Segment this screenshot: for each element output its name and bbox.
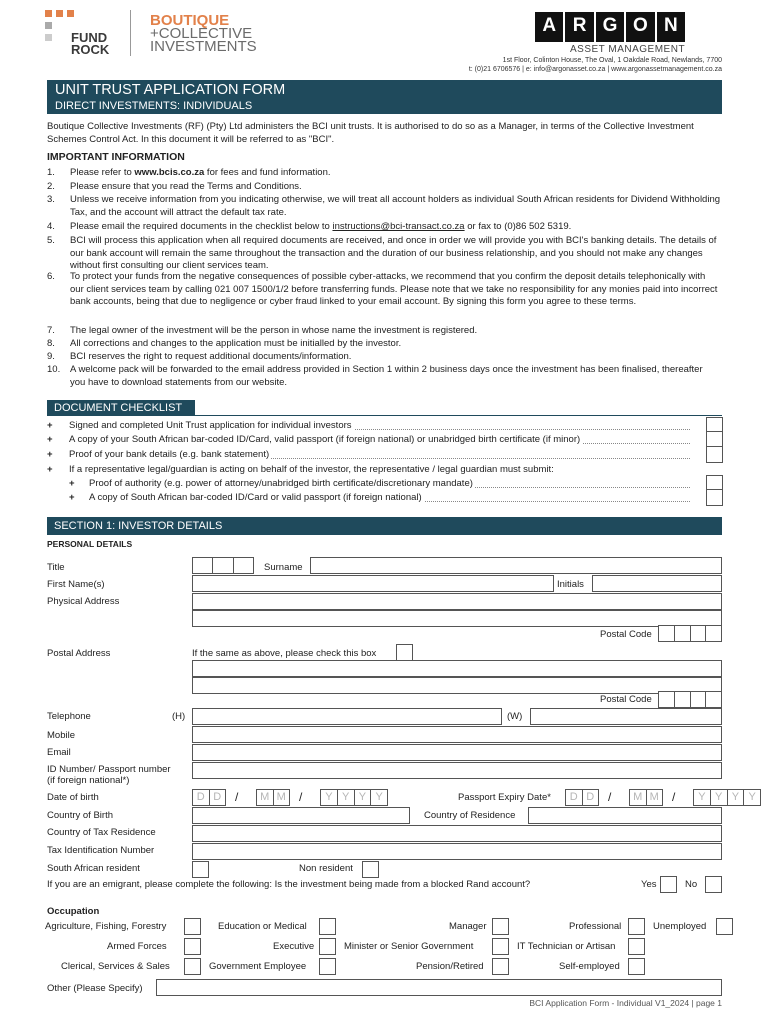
- passport-expiry-year-field[interactable]: [693, 789, 761, 806]
- checklist-item: If a representative legal/guardian is acting on behalf of the investor, the representative / legal guardian must submit:: [69, 464, 554, 475]
- first-names-label: First Name(s): [47, 579, 105, 590]
- id-number-field[interactable]: [192, 762, 722, 779]
- sa-resident-label: South African resident: [47, 863, 140, 874]
- important-item-number: 9.: [47, 351, 55, 362]
- emigrant-question: If you are an emigrant, please complete the following: Is the investment being made from a blocked Rand account?: [47, 879, 531, 890]
- id-number-note: (if foreign national*): [47, 775, 130, 786]
- mobile-field[interactable]: [192, 726, 722, 743]
- email-label: Email: [47, 747, 71, 758]
- occ-it-checkbox[interactable]: [628, 938, 645, 955]
- occ-professional-checkbox[interactable]: [628, 918, 645, 935]
- occ-manager-label: Manager: [449, 921, 487, 932]
- important-item: The legal owner of the investment will be the person in whose name the investment is registered.: [70, 325, 478, 336]
- date-placeholder: Y: [375, 791, 383, 803]
- initials-label: Initials: [557, 579, 584, 590]
- mobile-label: Mobile: [47, 730, 75, 741]
- same-as-above-checkbox[interactable]: [396, 644, 413, 661]
- surname-label: Surname: [264, 562, 303, 573]
- checklist-bullet-icon: +: [47, 464, 53, 475]
- date-placeholder: M: [649, 791, 659, 803]
- checklist-banner: [47, 400, 195, 416]
- important-item-number: 7.: [47, 325, 55, 336]
- email-field[interactable]: [192, 744, 722, 761]
- argon-letter: R: [565, 12, 593, 42]
- first-names-field[interactable]: [192, 575, 554, 592]
- checklist-bullet-icon: +: [69, 492, 75, 503]
- checklist-bullet-icon: +: [69, 478, 75, 489]
- argon-letter: G: [596, 12, 624, 42]
- checklist-item: Signed and completed Unit Trust application for individual investors: [69, 420, 352, 431]
- passport-expiry-day-field[interactable]: [565, 789, 599, 806]
- important-item-number: 5.: [47, 235, 55, 246]
- dob-year-field[interactable]: [320, 789, 388, 806]
- country-birth-field[interactable]: [192, 807, 410, 824]
- dob-day-field[interactable]: [192, 789, 226, 806]
- yes-label: Yes: [641, 879, 657, 890]
- surname-field[interactable]: [310, 557, 722, 574]
- passport-expiry-month-field[interactable]: [629, 789, 663, 806]
- date-separator: /: [608, 790, 612, 804]
- argon-letter: N: [657, 12, 685, 42]
- section1-banner: [47, 517, 722, 535]
- title-field[interactable]: [192, 557, 254, 574]
- occ-edu-checkbox[interactable]: [319, 918, 336, 935]
- yes-checkbox[interactable]: [660, 876, 677, 893]
- date-placeholder: M: [630, 790, 647, 805]
- date-placeholder: Y: [711, 790, 728, 805]
- tax-number-label: Tax Identification Number: [47, 845, 155, 856]
- occ-self-label: Self-employed: [559, 961, 620, 972]
- important-item: Please ensure that you read the Terms and Conditions.: [70, 181, 302, 192]
- telephone-work-field[interactable]: [530, 708, 722, 725]
- argon-letter: A: [535, 12, 563, 42]
- argon-address: 1st Floor, Colinton House, The Oval, 1 Oakdale Road, Newlands, 7700: [502, 57, 722, 64]
- important-item: [70, 167, 720, 180]
- postal-postal-code-field[interactable]: [658, 691, 722, 708]
- occ-armed-checkbox[interactable]: [184, 938, 201, 955]
- footer-text: BCI Application Form - Individual V1_2024 | page 1: [529, 998, 722, 1008]
- important-item-text: for fees and fund information.: [204, 167, 331, 178]
- other-label: Other (Please Specify): [47, 983, 143, 994]
- telephone-w-label: (W): [507, 711, 523, 722]
- important-item-number: 8.: [47, 338, 55, 349]
- occ-armed-label: Armed Forces: [107, 941, 167, 952]
- important-item-number: 3.: [47, 194, 55, 205]
- passport-expiry-label: Passport Expiry Date*: [458, 792, 551, 803]
- non-resident-checkbox[interactable]: [362, 861, 379, 878]
- checklist-item: Proof of your bank details (e.g. bank statement): [69, 449, 270, 460]
- occupation-heading: Occupation: [47, 906, 100, 917]
- occ-govt-label: Government Employee: [209, 961, 307, 972]
- personal-details-heading: PERSONAL DETAILS: [47, 539, 133, 549]
- section1-heading: SECTION 1: INVESTOR DETAILS: [54, 520, 223, 532]
- physical-address-label: Physical Address: [47, 596, 120, 607]
- postal-code-label-2: Postal Code: [600, 694, 652, 705]
- important-item: All corrections and changes to the application must be initialled by the investor.: [70, 338, 402, 349]
- date-placeholder: Y: [338, 790, 355, 805]
- argon-letter: O: [626, 12, 654, 42]
- occ-self-checkbox[interactable]: [628, 958, 645, 975]
- important-item-text: Please email the required documents in the checklist below to: [70, 221, 333, 232]
- page-subtitle: DIRECT INVESTMENTS: INDIVIDUALS: [55, 100, 253, 112]
- telephone-label: Telephone: [47, 711, 91, 722]
- important-item-number: 6.: [47, 271, 55, 282]
- important-item: BCI reserves the right to request additional documents/information.: [70, 351, 352, 362]
- checklist-item: A copy of your South African bar-coded ID/Card, valid passport (if foreign national) or unabridged birth certificate (if minor): [69, 434, 581, 445]
- initials-field[interactable]: [592, 575, 722, 592]
- date-placeholder: D: [586, 791, 595, 803]
- fundrock-logo: [45, 10, 125, 60]
- checklist-item: Proof of authority (e.g. power of attorney/unabridged birth certificate/discretionary mandate): [89, 478, 473, 489]
- checklist-bullet-icon: +: [47, 434, 53, 445]
- important-item-number: 4.: [47, 221, 55, 232]
- date-placeholder: Y: [748, 791, 756, 803]
- no-checkbox[interactable]: [705, 876, 722, 893]
- title-banner: [47, 80, 722, 114]
- occ-agri-label: Agriculture, Fishing, Forestry: [45, 921, 167, 932]
- important-heading: IMPORTANT INFORMATION: [47, 151, 185, 163]
- intro-text: Boutique Collective Investments (RF) (Pty) Ltd administers the BCI unit trusts. It is authorised to do so as a Manager, in terms of the Collective Investment Schemes Control Act. In this document it will be referred to as "BCI".: [47, 121, 694, 145]
- postal-address-label: Postal Address: [47, 648, 111, 659]
- occ-unemployed-checkbox[interactable]: [716, 918, 733, 935]
- date-placeholder: D: [213, 791, 222, 803]
- sa-resident-checkbox[interactable]: [192, 861, 209, 878]
- occ-pension-label: Pension/Retired: [416, 961, 484, 972]
- important-item: To protect your funds from the negative consequences of possible cyber-attacks, we recommend that you confirm the deposit details telephonically with our client services team by calling 021 007 1500/1/2 before transferring funds. Please note that we take no responsibility for any monies paid into incorrect bank accounts, being that due to negligence or cyber fraud linked to your email account. By signing this form you agree to these terms.: [70, 271, 718, 307]
- argon-logo: [535, 12, 685, 42]
- non-resident-label: Non resident: [299, 863, 353, 874]
- occ-unemployed-label: Unemployed: [653, 921, 707, 932]
- important-item: Unless we receive information from you indicating otherwise, we will treat all account holders as individual South African residents for Dividend Withholding Tax, and the account will attract the default tax rate.: [70, 194, 721, 218]
- occ-professional-label: Professional: [569, 921, 622, 932]
- checklist-checkbox[interactable]: [706, 446, 723, 463]
- date-placeholder: D: [193, 790, 210, 805]
- important-item-number: 2.: [47, 181, 55, 192]
- instructions-email-link[interactable]: instructions@bci-transact.co.za: [332, 221, 465, 232]
- date-placeholder: Y: [694, 790, 711, 805]
- occ-it-label: IT Technician or Artisan: [517, 941, 616, 952]
- fundrock-text: FUND ROCK: [71, 30, 110, 57]
- date-separator: /: [299, 790, 303, 804]
- boutique-logo: BOUTIQUE +COLLECTIVE INVESTMENTS: [150, 12, 257, 55]
- telephone-home-field[interactable]: [192, 708, 502, 725]
- country-tax-field[interactable]: [192, 825, 722, 842]
- argon-contact: t: (0)21 6706576 | e: info@argonasset.co.za | www.argonassetmanagement.co.za: [468, 66, 722, 73]
- page-title: UNIT TRUST APPLICATION FORM: [55, 82, 286, 98]
- important-item: [70, 221, 720, 234]
- title-label: Title: [47, 562, 65, 573]
- date-placeholder: Y: [355, 790, 372, 805]
- same-as-above-label: If the same as above, please check this box: [192, 648, 377, 659]
- header-divider: [130, 10, 131, 56]
- id-number-label: ID Number/ Passport number: [47, 764, 171, 775]
- other-field[interactable]: [156, 979, 722, 996]
- country-residence-label: Country of Residence: [424, 810, 516, 821]
- checklist-bullet-icon: +: [47, 420, 53, 431]
- occ-clerical-label: Clerical, Services & Sales: [61, 961, 170, 972]
- important-item-text: Please refer to: [70, 167, 135, 178]
- country-birth-label: Country of Birth: [47, 810, 113, 821]
- important-item: BCI will process this application when all required documents are received, and once in order we will provide you with BCI's banking details. The details of our bank account will remain the same throughout the transaction and the duration of our business relationship, and you should not make any changes without first consulting our client services team.: [70, 235, 717, 271]
- occ-executive-checkbox[interactable]: [319, 938, 336, 955]
- important-item-number: 10.: [47, 364, 61, 375]
- postal-address-line1[interactable]: [192, 660, 722, 677]
- dob-month-field[interactable]: [256, 789, 290, 806]
- checklist-item: A copy of South African bar-coded ID/Card or valid passport (if foreign national): [89, 492, 422, 503]
- checklist-rule: [47, 415, 722, 416]
- no-label: No: [685, 879, 698, 890]
- important-item-number: 1.: [47, 167, 55, 178]
- occ-agri-checkbox[interactable]: [184, 918, 201, 935]
- occ-pension-checkbox[interactable]: [492, 958, 509, 975]
- date-placeholder: M: [257, 790, 274, 805]
- occ-manager-checkbox[interactable]: [492, 918, 509, 935]
- date-separator: /: [235, 790, 239, 804]
- occ-minister-checkbox[interactable]: [492, 938, 509, 955]
- postal-code-label: Postal Code: [600, 629, 652, 640]
- argon-subtitle: ASSET MANAGEMENT: [570, 44, 686, 55]
- important-item-text: or fax to (0)86 502 5319.: [464, 221, 572, 232]
- date-placeholder: M: [276, 791, 286, 803]
- bcis-website-link[interactable]: www.bcis.co.za: [134, 167, 205, 178]
- postal-address-line2[interactable]: [192, 677, 722, 694]
- occ-govt-checkbox[interactable]: [319, 958, 336, 975]
- occ-executive-label: Executive: [273, 941, 315, 952]
- checklist-bullet-icon: +: [47, 449, 53, 460]
- occ-edu-label: Education or Medical: [218, 921, 307, 932]
- date-placeholder: Y: [321, 790, 338, 805]
- physical-address-line1[interactable]: [192, 593, 722, 610]
- dob-label: Date of birth: [47, 792, 99, 803]
- country-tax-label: Country of Tax Residence: [47, 827, 156, 838]
- country-residence-field[interactable]: [528, 807, 722, 824]
- occ-minister-label: Minister or Senior Government: [344, 941, 474, 952]
- checklist-heading: DOCUMENT CHECKLIST: [54, 402, 183, 414]
- tax-number-field[interactable]: [192, 843, 722, 860]
- date-separator: /: [672, 790, 676, 804]
- date-placeholder: D: [566, 790, 583, 805]
- date-placeholder: Y: [728, 790, 745, 805]
- checklist-checkbox[interactable]: [706, 489, 723, 506]
- physical-address-line2[interactable]: [192, 610, 722, 627]
- physical-postal-code-field[interactable]: [658, 625, 722, 642]
- occ-clerical-checkbox[interactable]: [184, 958, 201, 975]
- telephone-h-label: (H): [172, 711, 186, 722]
- important-item: A welcome pack will be forwarded to the email address provided in Section 1 within 2 business days once the investment has been finalised, thereafter you have to download statements from our website.: [70, 364, 703, 388]
